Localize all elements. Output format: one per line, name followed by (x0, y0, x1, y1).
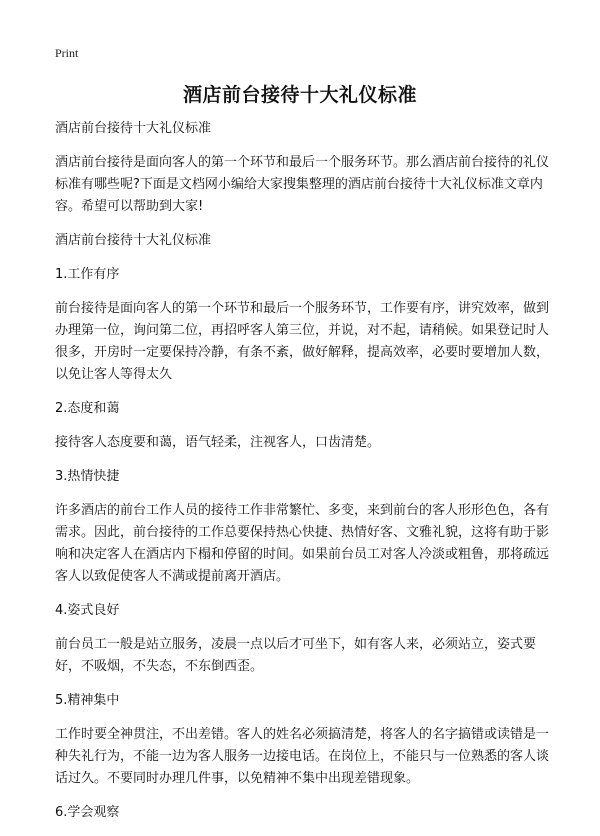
section-heading: 6.学会观察 (55, 805, 120, 820)
section-paragraph: 工作时要全神贯注，不出差错。客人的姓名必须搞清楚，将客人的名字搞错或读错是一种失礼行为，不能一边为客人服务一边接电话。在岗位上，不能只与一位熟悉的客人谈话过久。不要同时办理几件事，以免精神不集中出现差错现象。 (55, 727, 550, 786)
section-heading: 4.姿式良好 (55, 603, 120, 618)
subtitle: 酒店前台接待十大礼仪标准 (55, 121, 212, 136)
section-heading: 3.热情快捷 (55, 469, 120, 484)
document-body (55, 118, 550, 836)
section-heading: 2.态度和蔼 (55, 401, 120, 416)
subtitle-repeat: 酒店前台接待十大礼仪标准 (55, 233, 212, 248)
section-heading: 1.工作有序 (55, 267, 120, 282)
section-paragraph: 接待客人态度要和蔼，语气轻柔，注视客人，口齿清楚。 (55, 435, 381, 450)
section-heading: 5.精神集中 (55, 693, 120, 708)
section-paragraph: 许多酒店的前台工作人员的接待工作非常繁忙、多变，来到前台的客人形形色色，各有需求。因此，前台接待的工作总要保持热心快捷、热情好客、文雅礼貌，这将有助于影响和决定客人在酒店内下榻和停留的时间。如果前台员工对客人冷淡或粗鲁，那将疏远客人以致促使客人不满或提前离开酒店。 (55, 503, 550, 584)
section-paragraph: 前台员工一般是站立服务，凌晨一点以后才可坐下，如有客人来，必须站立，姿式要好，不吸烟，不失态，不东倒西歪。 (55, 637, 537, 674)
document-title: 酒店前台接待十大礼仪标准 (182, 84, 417, 106)
section-paragraph: 前台接待是面向客人的第一个环节和最后一个服务环节，工作要有序，讲究效率，做到办理第一位，询问第二位，再招呼客人第三位，并说，对不起，请稍候。如果登记时人很多，开房时一定要保持冷静，有条不紊，做好解释，提高效率，必要时要增加人数，以免让客人等得太久 (55, 301, 550, 382)
intro-paragraph: 酒店前台接待是面向客人的第一个环节和最后一个服务环节。那么酒店前台接待的礼仪标准有哪些呢?下面是文档网小编给大家搜集整理的酒店前台接待十大礼仪标准文章内容。希望可以帮助到大家! (55, 155, 550, 214)
print-link[interactable]: Print (55, 46, 79, 60)
